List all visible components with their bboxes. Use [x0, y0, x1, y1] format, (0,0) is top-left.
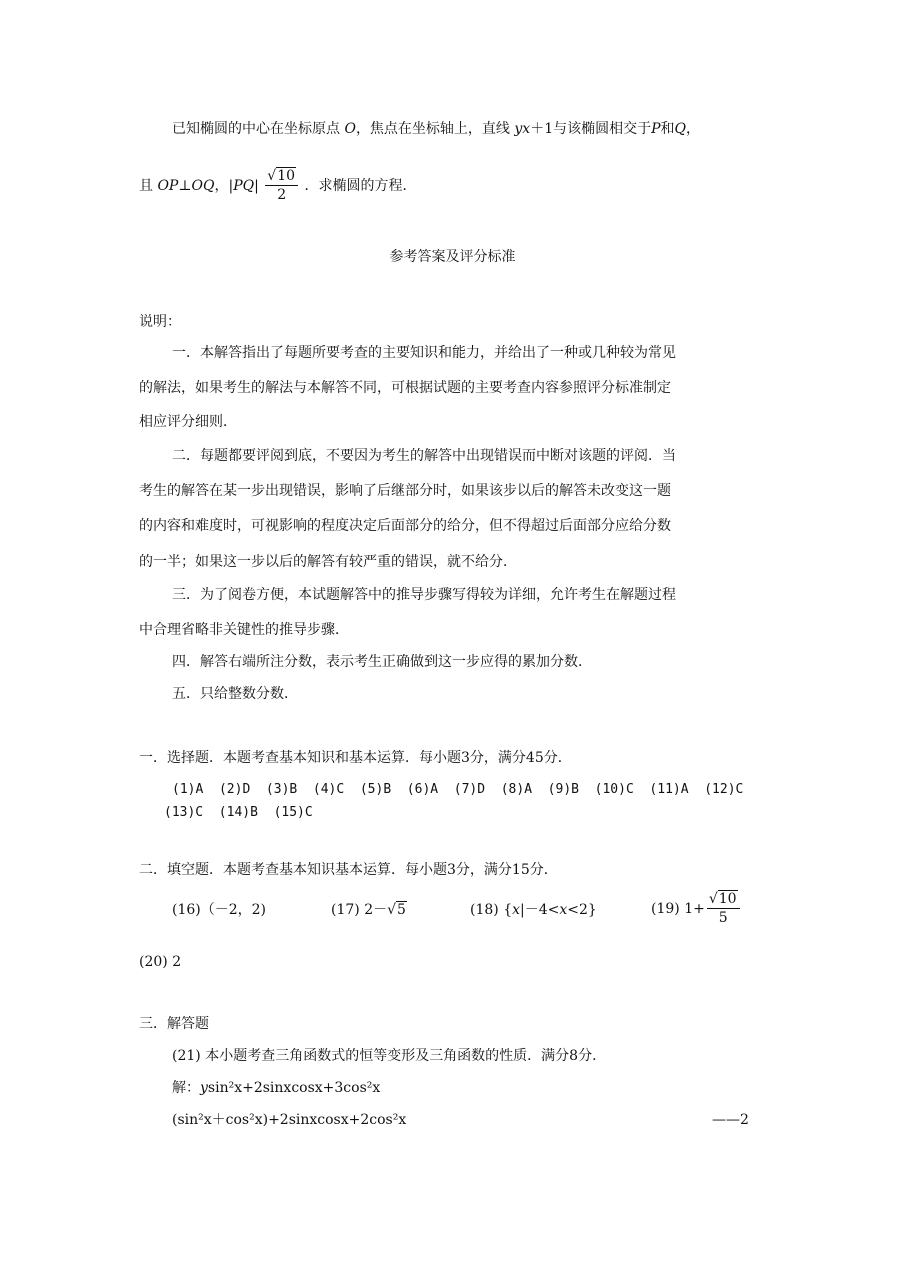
- segment-op: OP: [157, 178, 179, 194]
- problem-text: ，焦点在坐标轴上，直线: [355, 121, 510, 137]
- perp-symbol: ⊥: [178, 178, 192, 194]
- math-var: yx: [514, 121, 531, 137]
- notes-line: 的解法，如果考生的解法与本解答不同，可根据试题的主要考查内容参照评分标准制定: [139, 380, 671, 396]
- notes-line: 的内容和难度时，可视影响的程度决定后面部分的给分，但不得超过后面部分应给分数: [139, 518, 671, 534]
- answer-text: |－4<: [520, 902, 560, 918]
- point-q: Q: [674, 121, 687, 137]
- notes-line: 三．为了阅卷方便，本试题解答中的推导步骤写得较为详细，允许考生在解题过程: [172, 587, 676, 603]
- fill-answer-16: (16)（－2，2): [172, 902, 267, 918]
- problem-text: ，: [686, 121, 701, 137]
- fraction-sqrt10-over-5: [707, 891, 740, 927]
- point-p: P: [651, 121, 661, 137]
- section-3-heading: 三．解答题: [139, 1016, 209, 1032]
- math-expression: sin²x+2sinxcosx+3cos²x: [207, 1080, 381, 1096]
- solution-label: 解：: [172, 1080, 200, 1096]
- notes-line: 五．只给整数分数．: [172, 686, 298, 702]
- answer-text: (19) 1+: [651, 901, 705, 917]
- frac-numerator: 10: [277, 168, 296, 184]
- sqrt-icon: √: [267, 168, 277, 184]
- problem-text: 已知椭圆的中心在坐标原点: [172, 121, 340, 137]
- problem-text: ＋1与该椭圆相交于: [530, 121, 652, 137]
- fill-answer-18: [470, 900, 597, 920]
- frac-numerator: 10: [718, 891, 737, 907]
- answer-text: (17) 2－: [331, 902, 388, 918]
- sqrt-icon: √: [387, 902, 397, 918]
- score-mark: ——2: [712, 1112, 749, 1128]
- math-var: x: [559, 902, 568, 918]
- fill-answer-19: [651, 889, 742, 929]
- problem-text: ．求椭圆的方程．: [304, 178, 417, 194]
- section-2-heading: 二．填空题．本题考查基本知识基本运算．每小题3分，满分15分．: [139, 862, 558, 878]
- segment-pq: PQ: [233, 178, 255, 194]
- question-21-header: (21) 本小题考查三角函数式的恒等变形及三角函数的性质．满分8分．: [172, 1048, 607, 1064]
- problem-text: 且: [139, 178, 153, 194]
- problem-text: 和: [660, 121, 675, 137]
- solution-line-2: (sin²x＋cos²x)+2sinxcosx+2cos²x: [172, 1112, 407, 1128]
- notes-line: 二．每题都要评阅到底，不要因为考生的解答中出现错误而中断对该题的评阅．当: [172, 448, 676, 464]
- notes-heading: 说明：: [139, 314, 181, 330]
- math-var: x: [512, 902, 521, 918]
- notes-line: 的一半；如果这一步以后的解答有较严重的错误，就不给分．: [139, 554, 517, 570]
- notes-line: 一．本解答指出了每题所要考查的主要知识和能力，并给出了一种或几种较为常见: [172, 345, 676, 361]
- notes-line: 相应评分细则．: [139, 414, 237, 430]
- problem-line-1: [172, 119, 700, 139]
- fill-answer-20: (20) 2: [139, 954, 182, 970]
- solution-line-1: [172, 1078, 380, 1098]
- notes-line: 考生的解答在某一步出现错误，影响了后继部分时，如果该步以后的解答未改变这一题: [139, 483, 671, 499]
- choice-answers-row-2: (13)C (14)B (15)C: [164, 805, 313, 820]
- sqrt-icon: √: [708, 891, 718, 907]
- origin-symbol: O: [344, 121, 356, 137]
- fill-answer-17: [331, 900, 407, 920]
- radicand: 5: [397, 902, 406, 918]
- problem-text: |: [254, 178, 259, 194]
- choice-answers-row-1: (1)A (2)D (3)B (4)C (5)B (6)A (7)D (8)A (9)B (10)C (11)A (12)C: [172, 782, 744, 797]
- notes-line: 四．解答右端所注分数，表示考生正确做到这一步应得的累加分数．: [172, 654, 592, 670]
- answer-text: <2}: [567, 902, 597, 918]
- section-1-heading: 一．选择题．本题考查基本知识和基本运算．每小题3分，满分45分．: [139, 750, 572, 766]
- math-var: y: [200, 1080, 208, 1096]
- frac-denominator: 2: [277, 187, 287, 203]
- segment-oq: OQ: [191, 178, 215, 194]
- answer-text: (18) {: [470, 902, 513, 918]
- problem-text: ，|: [214, 178, 234, 194]
- frac-denominator: 5: [718, 910, 728, 926]
- page-title: 参考答案及评分标准: [389, 249, 516, 265]
- notes-line: 中合理省略非关键性的推导步骤．: [139, 622, 349, 638]
- fraction-sqrt10-over-2: [265, 168, 298, 204]
- problem-line-2: [139, 166, 417, 206]
